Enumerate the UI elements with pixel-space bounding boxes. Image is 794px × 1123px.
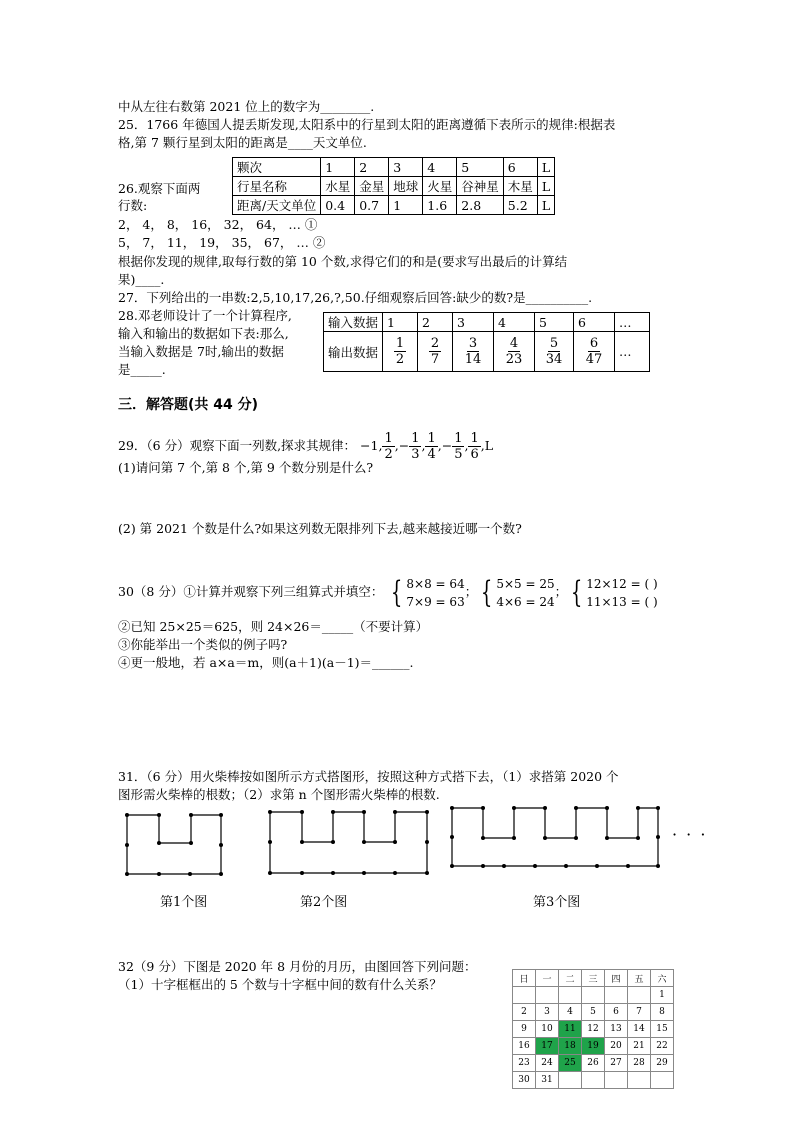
separator: ；: [464, 584, 478, 599]
equation: 5×5 = 25: [496, 576, 555, 591]
figure-1-caption: 第1个图: [160, 895, 208, 910]
denominator: 23: [505, 352, 523, 367]
calendar-day: [536, 987, 559, 1004]
calendar-day: 14: [628, 1021, 651, 1038]
denominator: 2: [395, 352, 405, 367]
numerator: 1: [470, 431, 479, 446]
calendar-day: 2: [513, 1004, 536, 1021]
q30-part-3: ③你能举出一个类似的例子吗?: [118, 637, 288, 652]
figure-1: [127, 815, 221, 874]
calendar-day: 22: [651, 1038, 674, 1055]
cell: 谷神星: [457, 177, 504, 196]
calendar-week: [513, 1072, 674, 1089]
calendar-day: 13: [605, 1021, 628, 1038]
calendar-day: 28: [628, 1055, 651, 1072]
cell: 1: [321, 158, 355, 177]
cell: 0.7: [355, 196, 389, 215]
q26-text: 26.观察下面两: [118, 181, 201, 196]
calendar-day: [559, 1072, 582, 1089]
cell: 3: [453, 313, 494, 332]
cell: 火星: [423, 177, 457, 196]
calendar-day: 15: [651, 1021, 674, 1038]
calendar-day: 30: [513, 1072, 536, 1089]
cell: 4: [494, 313, 535, 332]
cell: 2: [418, 313, 453, 332]
weekday-label: 二: [559, 970, 582, 987]
seq-part: −1,: [360, 438, 383, 453]
q25-text-2: 格,第 7 颗行星到太阳的距离是____天文单位.: [118, 135, 367, 150]
cell: 2.8: [457, 196, 504, 215]
q26-text-4: 果)____.: [118, 272, 165, 287]
calendar-day: 8: [651, 1004, 674, 1021]
numerator: 1: [454, 431, 463, 446]
denominator: 3: [411, 447, 420, 462]
q28-text-3: 当输入数据是 7时,输出的数据: [118, 344, 284, 359]
calendar-day: 18: [559, 1038, 582, 1055]
calendar-day: [628, 1072, 651, 1089]
continuation-dots: · · ·: [672, 825, 708, 844]
seq-part: ,−: [437, 438, 453, 453]
cell: 行星名称: [233, 177, 321, 196]
cell: 输入数据: [324, 313, 383, 332]
sequence-row-1: 2， 4， 8， 16， 32， 64， … ①: [118, 217, 318, 232]
cell: 2: [355, 158, 389, 177]
numerator: 1: [427, 431, 436, 446]
calendar-week: [513, 1055, 674, 1072]
calendar-day: [559, 987, 582, 1004]
calendar-day: 19: [582, 1038, 605, 1055]
calendar-day: 25: [559, 1055, 582, 1072]
denominator: 34: [545, 352, 563, 367]
calendar-day: [651, 1072, 674, 1089]
q25-text: 25．1766 年德国人提丢斯发现,太阳系中的行星到太阳的距离遵循下表所示的规律:根据表: [118, 117, 616, 132]
q28-text: 28.邓老师设计了一个计算程序,: [118, 308, 292, 323]
equation: 11×13 = ( ): [586, 594, 658, 609]
q30-part-4: ④更一般地，若 a×a＝m，则(a＋1)(a－1)＝______.: [118, 655, 414, 670]
cell: 1: [389, 196, 423, 215]
calendar-day: 17: [536, 1038, 559, 1055]
denominator: 2: [384, 447, 393, 462]
separator: ；: [554, 584, 568, 599]
seq-part: ,−: [394, 438, 410, 453]
denominator: 5: [454, 447, 463, 462]
brace: {: [481, 574, 493, 610]
calendar-week: [513, 987, 674, 1004]
numerator: 4: [509, 336, 519, 351]
cell: 5.2: [503, 196, 537, 215]
q31-text: 31．（6 分）用火柴棒按如图所示方式搭图形，按照这种方式搭下去，（1）求搭第 2020 个: [118, 769, 619, 784]
cell: 金星: [355, 177, 389, 196]
calendar-day: 3: [536, 1004, 559, 1021]
cell: 颗次: [233, 158, 321, 177]
sequence-row-2: 5， 7， 11， 19， 35， 67， … ②: [118, 235, 326, 250]
calendar-week: [513, 1004, 674, 1021]
calendar: [512, 969, 674, 1089]
cell: 水星: [321, 177, 355, 196]
calendar-day: [628, 987, 651, 1004]
q30-part-2: ②已知 25×25＝625，则 24×26＝_____（不要计算）: [118, 619, 429, 634]
calendar-day: [582, 987, 605, 1004]
numerator: 1: [384, 431, 393, 446]
cell: 木星: [503, 177, 537, 196]
calendar-day: 9: [513, 1021, 536, 1038]
denominator: 14: [464, 352, 482, 367]
figure-2-caption: 第2个图: [300, 895, 348, 910]
calendar-day: 24: [536, 1055, 559, 1072]
q28-text-2: 输入和输出的数据如下表:那么,: [118, 326, 289, 341]
q29-part-1: (1)请问第 7 个,第 8 个,第 9 个数分别是什么?: [118, 460, 374, 475]
numerator: 2: [430, 336, 440, 351]
calendar-day: 7: [628, 1004, 651, 1021]
denominator: 6: [470, 447, 479, 462]
calendar-day: [605, 987, 628, 1004]
calendar-day: 29: [651, 1055, 674, 1072]
q32-text: 32（9 分）下图是 2020 年 8 月份的月历，由图回答下列问题：: [118, 959, 477, 974]
cell: 0.4: [321, 196, 355, 215]
equation: 7×9 = 63: [406, 594, 465, 609]
calendar-day: 31: [536, 1072, 559, 1089]
brace: {: [391, 574, 403, 610]
seq-part: ,: [421, 438, 426, 453]
calendar-day: 16: [513, 1038, 536, 1055]
cell: 5: [535, 313, 574, 332]
cell: …: [615, 313, 650, 332]
section-heading: 三．解答题(共 44 分): [118, 397, 259, 413]
calendar-day: 1: [651, 987, 674, 1004]
calendar-day: [582, 1072, 605, 1089]
calendar-day: [513, 987, 536, 1004]
cell: …: [615, 332, 650, 372]
q27-text: 27．下列给出的一串数:2,5,10,17,26,?,50.仔细观察后回答:缺少的数?是__________.: [118, 290, 593, 305]
q26-text-2: 行数:: [118, 198, 148, 213]
cell: 4: [423, 158, 457, 177]
weekday-label: 四: [605, 970, 628, 987]
weekday-label: 五: [628, 970, 651, 987]
calendar-day: [605, 1072, 628, 1089]
q29-label: 29．（6 分）观察下面一列数,探求其规律：: [118, 438, 357, 453]
calendar-day: 26: [582, 1055, 605, 1072]
prev-line: 中从左往右数第 2021 位上的数字为________.: [118, 99, 375, 114]
cell: 地球: [389, 177, 423, 196]
calendar-day: 5: [582, 1004, 605, 1021]
calendar-day: 4: [559, 1004, 582, 1021]
weekday-label: 一: [536, 970, 559, 987]
cell: 6: [574, 313, 615, 332]
calendar-week: [513, 1038, 674, 1055]
calendar-day: 6: [605, 1004, 628, 1021]
numerator: 1: [411, 431, 420, 446]
calendar-day: 27: [605, 1055, 628, 1072]
figure-2: [270, 812, 427, 873]
weekday-label: 三: [582, 970, 605, 987]
numerator: 5: [549, 336, 559, 351]
equation: 12×12 = ( ): [586, 576, 658, 591]
denominator: 7: [430, 352, 440, 367]
brace: {: [570, 574, 583, 610]
equation: 8×8 = 64: [406, 576, 465, 591]
q26-text-3: 根据你发现的规律,取每行数的第 10 个数,求得它们的和是(要求写出最后的计算结: [118, 254, 568, 269]
calendar-day: 11: [559, 1021, 582, 1038]
numerator: 6: [589, 336, 599, 351]
numerator: 3: [468, 336, 478, 351]
calendar-day: 10: [536, 1021, 559, 1038]
cell: 输出数据: [324, 332, 383, 372]
q31-text-2: 图形需火柴棒的根数；（2）求第 n 个图形需火柴棒的根数.: [118, 787, 440, 802]
calendar-day: 20: [605, 1038, 628, 1055]
weekday-label: 日: [513, 970, 536, 987]
cell: L: [537, 196, 554, 215]
q29-part-2: (2) 第 2021 个数是什么?如果这列数无限排列下去,越来越接近哪一个数?: [118, 521, 522, 536]
cell: 1: [383, 313, 418, 332]
cell: 3: [389, 158, 423, 177]
calendar-day: 23: [513, 1055, 536, 1072]
cell: 距离/天文单位: [233, 196, 321, 215]
q28-text-4: 是_____.: [118, 362, 166, 377]
denominator: 4: [427, 447, 436, 462]
seq-part: ,L: [480, 438, 494, 453]
figure-3-caption: 第3个图: [533, 895, 581, 910]
cell: 6: [503, 158, 537, 177]
equation: 4×6 = 24: [496, 594, 555, 609]
seq-part: ,: [464, 438, 469, 453]
cell: 5: [457, 158, 504, 177]
calendar-day: 21: [628, 1038, 651, 1055]
weekday-label: 六: [651, 970, 674, 987]
calendar-day: 12: [582, 1021, 605, 1038]
cell: 1.6: [423, 196, 457, 215]
calendar-week: [513, 1021, 674, 1038]
cell: L: [537, 177, 554, 196]
calendar-header: [513, 970, 674, 987]
cell: L: [537, 158, 554, 177]
denominator: 47: [585, 352, 603, 367]
numerator: 1: [395, 336, 405, 351]
q30-label: 30（8 分）①计算并观察下列三组算式并填空：: [118, 584, 384, 599]
q32-text-2: （1）十字框框出的 5 个数与十字框中间的数有什么关系？: [118, 977, 442, 992]
